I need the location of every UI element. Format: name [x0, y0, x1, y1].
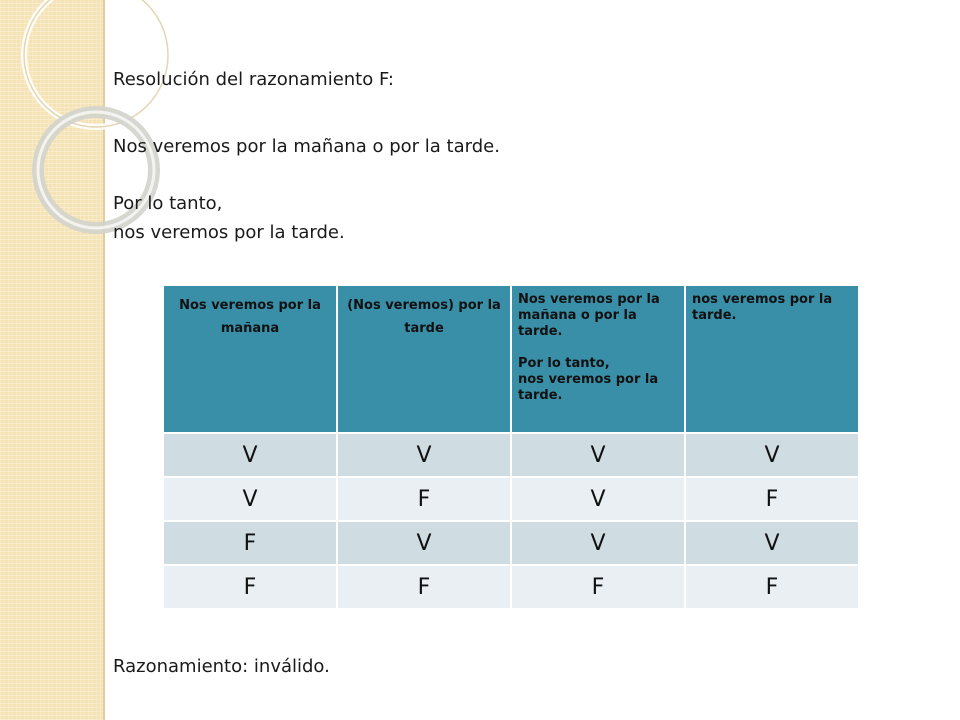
table-row	[163, 433, 859, 477]
table-row	[163, 477, 859, 521]
slide-heading: Resolución del razonamiento F:	[113, 69, 394, 90]
table-cell: V	[163, 477, 337, 521]
table-header-row	[163, 285, 859, 433]
header-morning: Nos veremos por la mañana	[163, 285, 337, 433]
table-cell: V	[511, 433, 685, 477]
truth-table	[162, 284, 860, 610]
table-cell: V	[685, 521, 859, 565]
table-cell: F	[685, 477, 859, 521]
table-cell: V	[337, 521, 511, 565]
table-cell: V	[511, 521, 685, 565]
table-cell: F	[685, 565, 859, 609]
decorative-side-band	[0, 0, 105, 720]
table-cell: F	[337, 565, 511, 609]
table-cell: F	[337, 477, 511, 521]
table-cell: V	[685, 433, 859, 477]
table-row	[163, 565, 859, 609]
header-argument	[511, 285, 685, 433]
verdict-text: Razonamiento: inválido.	[113, 656, 330, 677]
table-row	[163, 521, 859, 565]
table-cell: F	[511, 565, 685, 609]
conclusion-text: nos veremos por la tarde.	[113, 222, 345, 243]
header-argument-premise: Nos veremos por la mañana o por la tarde.	[518, 292, 660, 339]
header-argument-intro: Por lo tanto,	[518, 356, 610, 371]
premise-text: Nos veremos por la mañana o por la tarde.	[113, 136, 500, 157]
conclusion-intro: Por lo tanto,	[113, 193, 223, 214]
table-cell: V	[511, 477, 685, 521]
header-conclusion: nos veremos por la tarde.	[685, 285, 859, 433]
table-cell: V	[163, 433, 337, 477]
header-afternoon: (Nos veremos) por la tarde	[337, 285, 511, 433]
table-cell: F	[163, 565, 337, 609]
table-cell: F	[163, 521, 337, 565]
table-cell: V	[337, 433, 511, 477]
header-argument-conclusion: nos veremos por la tarde.	[518, 372, 659, 403]
